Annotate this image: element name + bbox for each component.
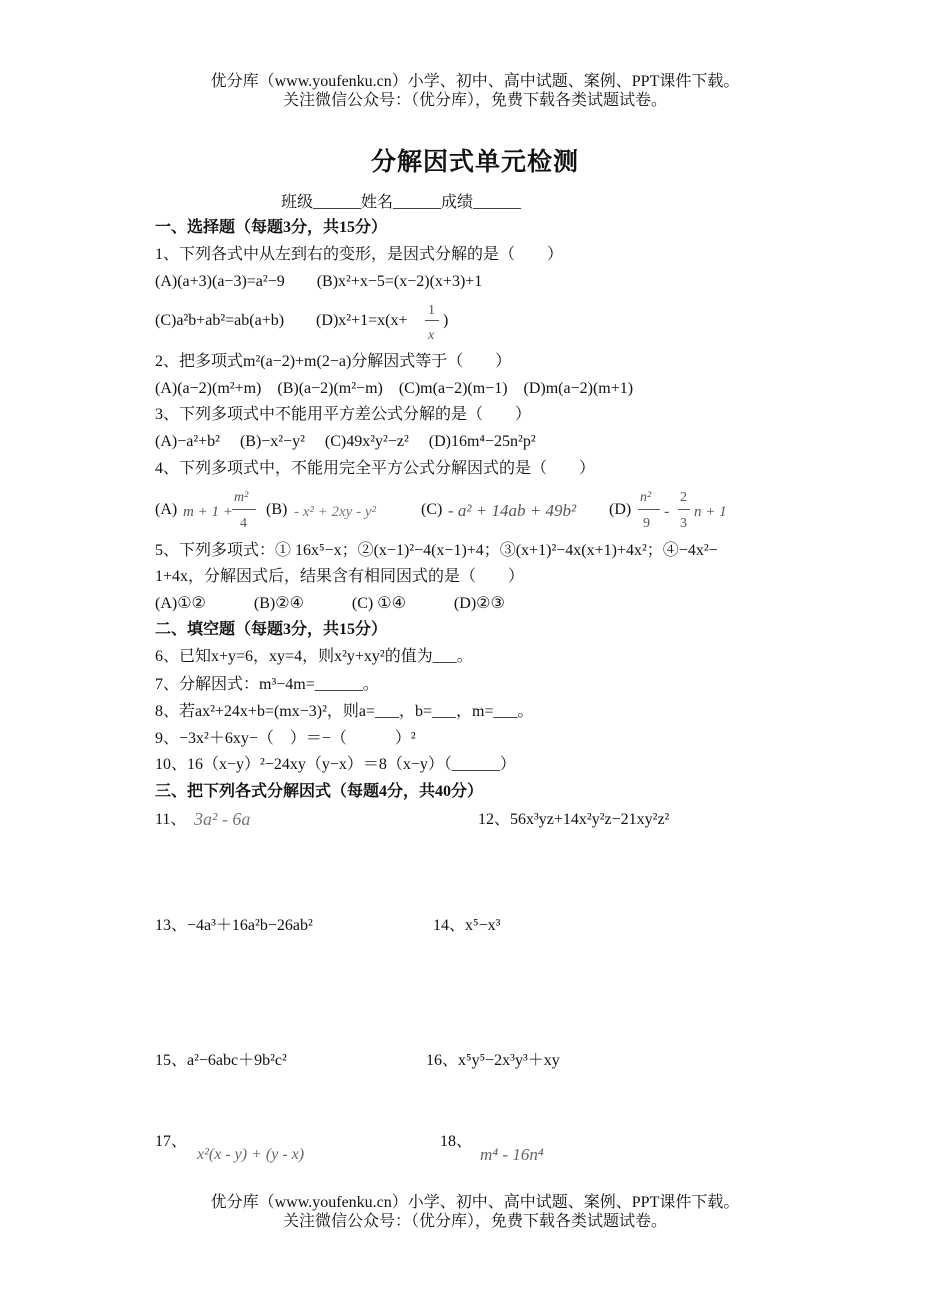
question-4-option-c-label: (C): [421, 501, 443, 518]
question-1-option-c-d-text: (C)a²b+ab²=ab(a+b) (D)x²+1=x(x+: [155, 312, 408, 329]
question-15: 15、a²−6abc＋9b²c²: [155, 1052, 287, 1069]
question-4-option-d-fraction-bar-2: [678, 509, 690, 510]
question-1-option-d-close: ): [443, 312, 449, 329]
question-16: 16、x⁵y⁵−2x³y³＋xy: [426, 1052, 560, 1069]
question-5-line-2: 1+4x，分解因式后，结果含有相同因式的是（ ）: [155, 568, 525, 585]
question-4: 4、下列多项式中，不能用完全平方公式分解因式的是（ ）: [155, 460, 596, 477]
question-6: 6、已知x+y=6，xy=4，则x²y+xy²的值为___。: [155, 648, 473, 665]
question-5-line-1: 5、下列多项式：① 16x⁵−x；②(x−1)²−4(x−1)+4；③(x+1)²−4x(x+1)+4x²；④−4x²−: [155, 542, 718, 559]
question-12: 12、56x³yz+14x²y²z−21xy²z²: [478, 811, 670, 828]
question-18-label: 18、: [440, 1133, 473, 1150]
header-line-1: 优分库（www.youfenku.cn）小学、初中、高中试题、案例、PPT课件下载。: [210, 73, 740, 90]
question-10: 10、16（x−y）²−24xy（y−x）＝8（x−y）（______）: [155, 756, 516, 773]
footer-line-2: 关注微信公众号：（优分库），免费下载各类试题试卷。: [282, 1213, 667, 1230]
question-4-option-c-expr: - a² + 14ab + 49b²: [448, 501, 577, 520]
question-17-expression: x²(x - y) + (y - x): [197, 1146, 305, 1163]
question-17-label: 17、: [155, 1133, 188, 1150]
question-4-option-d-denominator: 9: [643, 516, 650, 531]
question-2: 2、把多项式m²(a−2)+m(2−a)分解因式等于（ ）: [155, 353, 512, 370]
question-4-option-a-numerator: m²: [234, 490, 249, 505]
question-4-option-b-label: (B): [266, 501, 288, 518]
question-4-option-d-label: (D): [609, 501, 632, 518]
question-1-options-cd: [155, 311, 407, 331]
header-line-2: 关注微信公众号：（优分库），免费下载各类试题试卷。: [282, 92, 667, 109]
question-1-options-ab: (A)(a+3)(a−3)=a²−9 (B)x²+x−5=(x−2)(x+3)+1: [155, 273, 483, 290]
page-title: 分解因式单元检测: [370, 149, 579, 176]
question-4-option-d-fraction-bar: [638, 509, 660, 510]
fraction-numerator: 1: [428, 303, 435, 318]
question-3-options: (A)−a²+b² (B)−x²−y² (C)49x²y²−z² (D)16m⁴−25n²p²: [155, 433, 536, 450]
question-4-option-d-tail: n + 1: [694, 504, 727, 520]
question-8: 8、若ax²+24x+b=(mx−3)²，则a=___，b=___，m=___。: [155, 703, 534, 720]
question-4-option-d-numerator: n²: [640, 490, 652, 505]
question-2-options: (A)(a−2)(m²+m) (B)(a−2)(m²−m) (C)m(a−2)(m−1) (D)m(a−2)(m+1): [155, 380, 634, 397]
question-1: 1、下列各式中从左到右的变形，是因式分解的是（ ）: [155, 246, 564, 263]
question-11-label: 11、: [155, 811, 187, 828]
question-14: 14、x⁵−x³: [433, 917, 501, 934]
question-18-expression: m⁴ - 16n⁴: [480, 1145, 544, 1164]
section2-heading: 二、填空题（每题3分，共15分）: [155, 621, 388, 638]
fraction-bar: [425, 320, 439, 321]
section3-heading: 三、把下列各式分解因式（每题4分，共40分）: [155, 783, 484, 800]
fraction-denominator: x: [428, 328, 435, 343]
question-5-options: (A)①② (B)②④ (C) ①④ (D)②③: [155, 595, 505, 612]
question-3: 3、下列多项式中不能用平方差公式分解的是（ ）: [155, 406, 532, 423]
question-4-option-d-numerator-2: 2: [680, 490, 687, 505]
question-7: 7、分解因式：m³−4m=______。: [155, 676, 379, 693]
info-line: 班级______姓名______成绩______: [281, 194, 522, 211]
question-13: 13、−4a³＋16a²b−26ab²: [155, 917, 313, 934]
question-4-option-a-fraction-bar: [232, 509, 256, 510]
question-4-option-d-denominator-2: 3: [680, 516, 687, 531]
section1-heading: 一、选择题（每题3分，共15分）: [155, 219, 388, 236]
question-4-option-a-expr: m + 1 +: [183, 504, 233, 520]
question-4-option-d-minus: -: [664, 503, 670, 520]
question-4-option-b-expr: - x² + 2xy - y²: [294, 504, 376, 520]
question-11-expression: 3a² - 6a: [194, 809, 251, 829]
question-9: 9、−3x²＋6xy−（ ）＝−（ ）²: [155, 730, 416, 747]
footer-line-1: 优分库（www.youfenku.cn）小学、初中、高中试题、案例、PPT课件下载。: [210, 1194, 740, 1211]
question-4-option-a-label: (A): [155, 501, 178, 518]
question-4-option-a-denominator: 4: [240, 516, 247, 531]
